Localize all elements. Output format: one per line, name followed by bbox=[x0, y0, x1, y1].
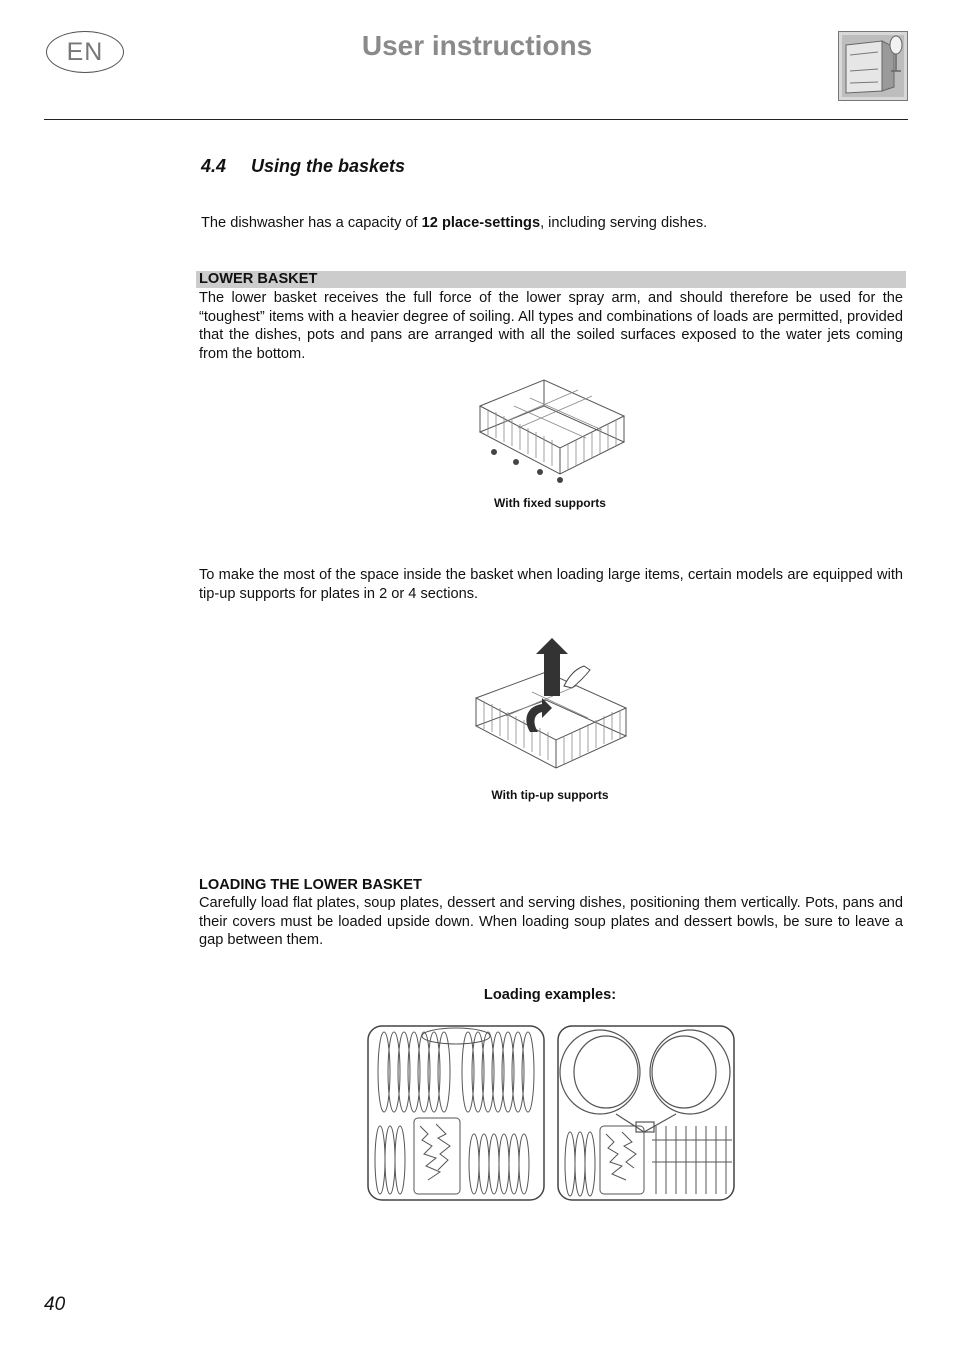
page-number: 40 bbox=[44, 1294, 66, 1315]
fixed-supports-caption: With fixed supports bbox=[494, 496, 606, 510]
loading-example-plates-illustration bbox=[366, 1022, 548, 1204]
fixed-supports-basket-illustration bbox=[474, 376, 628, 488]
section-number: 4.4 bbox=[201, 156, 227, 176]
lower-basket-paragraph: The lower basket receives the full force of the lower spray arm, and should therefore be used for the “toughest” items with a heavier degree of soiling. All types and combinations of loads are permitted, provided that the dishes, pots and pans are arranged with all the soiled surfaces exposed to the water jets coming from the bottom. bbox=[199, 290, 903, 362]
lower-basket-title: LOWER BASKET bbox=[199, 271, 318, 287]
capacity-text-end: , including serving dishes. bbox=[540, 215, 708, 231]
language-code: EN bbox=[66, 37, 104, 66]
capacity-paragraph bbox=[201, 214, 707, 233]
loading-lower-basket-title: LOADING THE LOWER BASKET bbox=[199, 877, 422, 893]
loading-example-pots-illustration bbox=[556, 1022, 736, 1204]
tip-up-supports-basket-illustration bbox=[472, 636, 630, 778]
capacity-text-start: The dishwasher has a capacity of bbox=[201, 215, 422, 231]
header-divider bbox=[44, 119, 908, 120]
loading-examples-label: Loading examples: bbox=[483, 987, 617, 1003]
tip-up-paragraph: To make the most of the space inside the basket when loading large items, certain models are equipped with tip-up supports for plates in 2 or 4 sections. bbox=[199, 567, 903, 602]
dishwasher-icon bbox=[838, 31, 908, 101]
capacity-value: 12 place-settings bbox=[421, 215, 541, 231]
section-heading bbox=[201, 156, 405, 177]
section-title: Using the baskets bbox=[251, 156, 406, 176]
loading-paragraph: Carefully load flat plates, soup plates, dessert and serving dishes, positioning them vertically. Pots, pans and their covers must be loaded upside down. When loading soup plates and dessert bowls, be sure to leave a gap between them. bbox=[199, 895, 903, 949]
page-title: User instructions bbox=[361, 30, 593, 61]
tip-up-supports-caption: With tip-up supports bbox=[491, 788, 609, 802]
